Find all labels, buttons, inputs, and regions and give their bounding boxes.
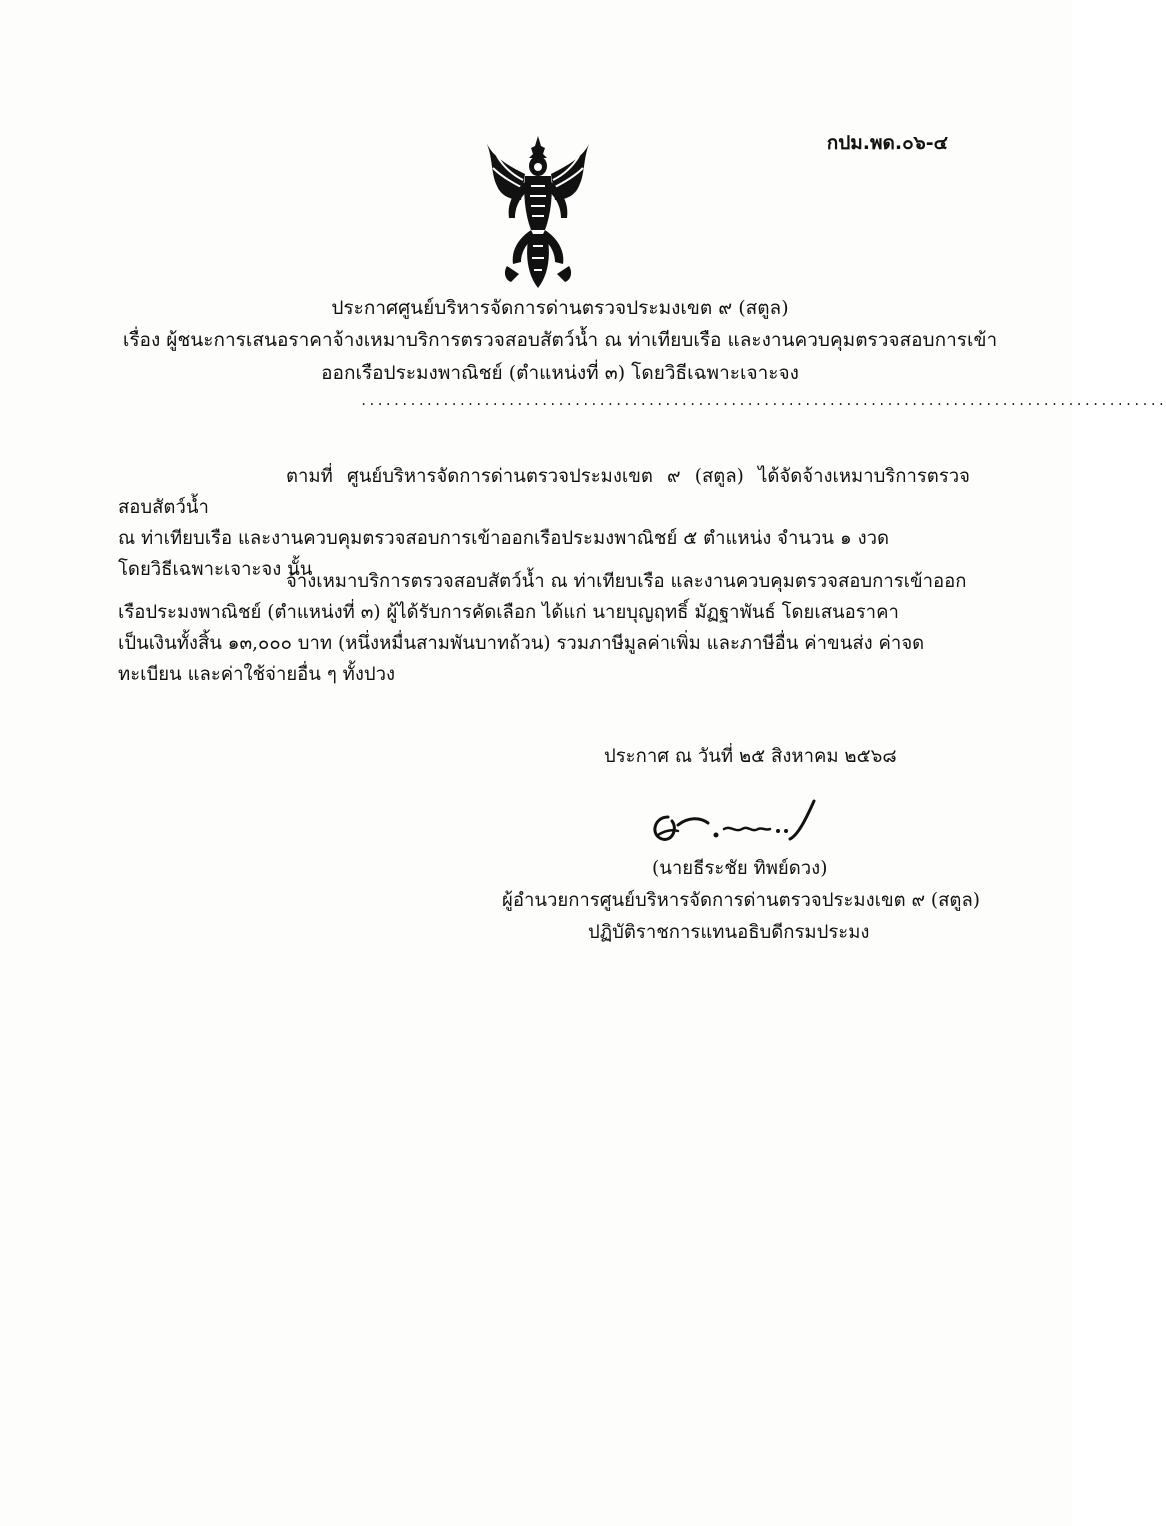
form-code: กปม.พด.๐๖-๔ (826, 132, 948, 154)
paragraph-line: ทะเบียน และค่าใช้จ่ายอื่น ๆ ทั้งปวง (118, 664, 396, 685)
signer-name: (นายธีระชัย ทิพย์ดวง) (652, 858, 828, 879)
paragraph-line: ตามที่ ศูนย์บริหารจัดการด่านตรวจประมงเขต ๙ (สตูล) ได้จัดจ้างเหมาบริการตรวจสอบสัตว์น้ำ (118, 466, 970, 518)
paragraph-line: โดยวิธีเฉพาะเจาะจง นั้น (118, 559, 313, 580)
announcement-date: ประกาศ ณ วันที่ ๒๕ สิงหาคม ๒๕๖๘ (604, 746, 897, 767)
paragraph-line: จ้างเหมาบริการตรวจสอบสัตว์น้ำ ณ ท่าเทียบเรือ และงานควบคุมตรวจสอบการเข้าออก (286, 571, 967, 592)
paragraph-line: ณ ท่าเทียบเรือ และงานควบคุมตรวจสอบการเข้าออกเรือประมงพาณิชย์ ๕ ตำแหน่ง จำนวน ๑ งวด (118, 528, 890, 549)
announcement-title: ประกาศศูนย์บริหารจัดการด่านตรวจประมงเขต ๙ (สตูล) (331, 297, 789, 319)
garuda-emblem-icon (485, 134, 591, 290)
signer-acting-for: ปฏิบัติราชการแทนอธิบดีกรมประมง (588, 922, 870, 943)
subject-line-2: ออกเรือประมงพาณิชย์ (ตำแหน่งที่ ๓) โดยวิธีเฉพาะเจาะจง (321, 362, 799, 384)
paragraph-line: เป็นเงินทั้งสิ้น ๑๓,๐๐๐ บาท (หนึ่งหมื่นสามพันบาทถ้วน) รวมภาษีมูลค่าเพิ่ม และภาษีอื่น ค่าขนส่ง ค่าจด (118, 633, 925, 654)
paragraph-line: เรือประมงพาณิชย์ (ตำแหน่งที่ ๓) ผู้ได้รับการคัดเลือก ได้แก่ นายบุญฤทธิ์ มัฏฐาพันธ์ โดยเสนอราคา (118, 602, 899, 623)
handwritten-signature-icon (638, 795, 828, 855)
subject-line-1: เรื่อง ผู้ชนะการเสนอราคาจ้างเหมาบริการตรวจสอบสัตว์น้ำ ณ ท่าเทียบเรือ และงานควบคุมตรวจสอบการเข้า (122, 329, 998, 351)
signer-position: ผู้อำนวยการศูนย์บริหารจัดการด่านตรวจประมงเขต ๙ (สตูล) (502, 890, 980, 911)
paragraph-award (118, 566, 970, 690)
separator-dots: .................................................................................................. (360, 394, 1166, 408)
